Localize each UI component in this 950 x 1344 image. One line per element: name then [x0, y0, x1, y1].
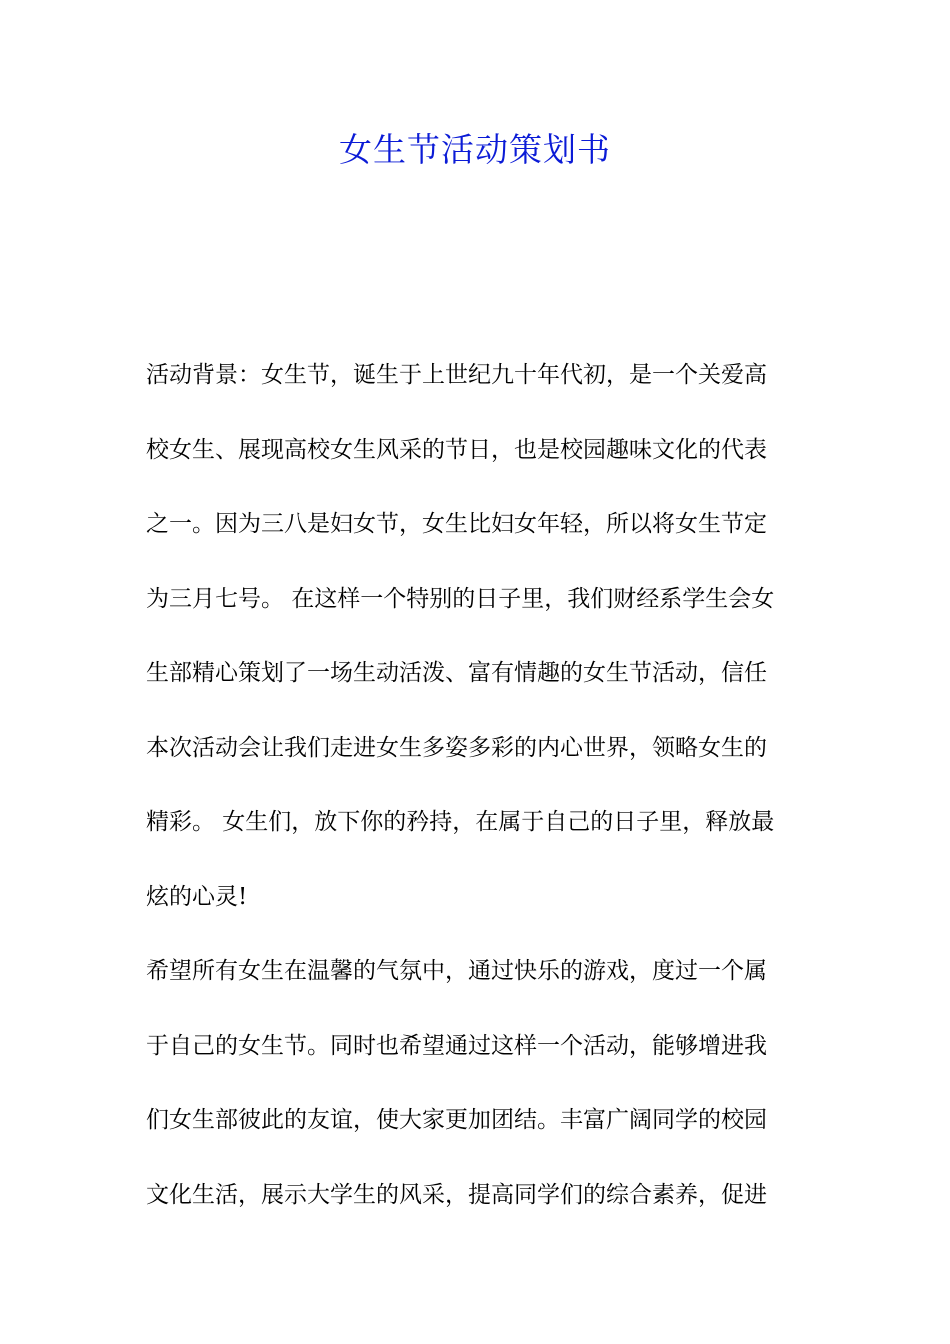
body-line: 活动背景：女生节，诞生于上世纪九十年代初，是一个关爱高 — [146, 362, 767, 388]
document-body — [146, 338, 806, 1232]
body-line: 希望所有女生在温馨的气氛中，通过快乐的游戏，度过一个属 — [146, 958, 767, 984]
document-title: 女生节活动策划书 — [339, 130, 611, 169]
body-line: 精彩。 女生们，放下你的矜持，在属于自己的日子里，释放最 — [146, 809, 775, 835]
body-line: 们女生部彼此的友谊，使大家更加团结。丰富广阔同学的校园 — [146, 1107, 767, 1133]
body-line: 炫的心灵! — [146, 883, 248, 910]
body-line: 于自己的女生节。同时也希望通过这样一个活动，能够增进我 — [146, 1032, 767, 1059]
body-line: 之一。因为三八是妇女节，女生比妇女年轻，所以将女生节定 — [146, 511, 767, 537]
body-line: 为三月七号。 在这样一个特别的日子里，我们财经系学生会女 — [146, 585, 775, 612]
body-line: 文化生活，展示大学生的风采，提高同学们的综合素养，促进 — [146, 1181, 767, 1208]
body-line: 校女生、展现高校女生风采的节日，也是校园趣味文化的代表 — [146, 436, 767, 463]
body-line: 生部精心策划了一场生动活泼、富有情趣的女生节活动，信任 — [146, 660, 767, 686]
body-line: 本次活动会让我们走进女生多姿多彩的内心世界，领略女生的 — [146, 734, 767, 761]
